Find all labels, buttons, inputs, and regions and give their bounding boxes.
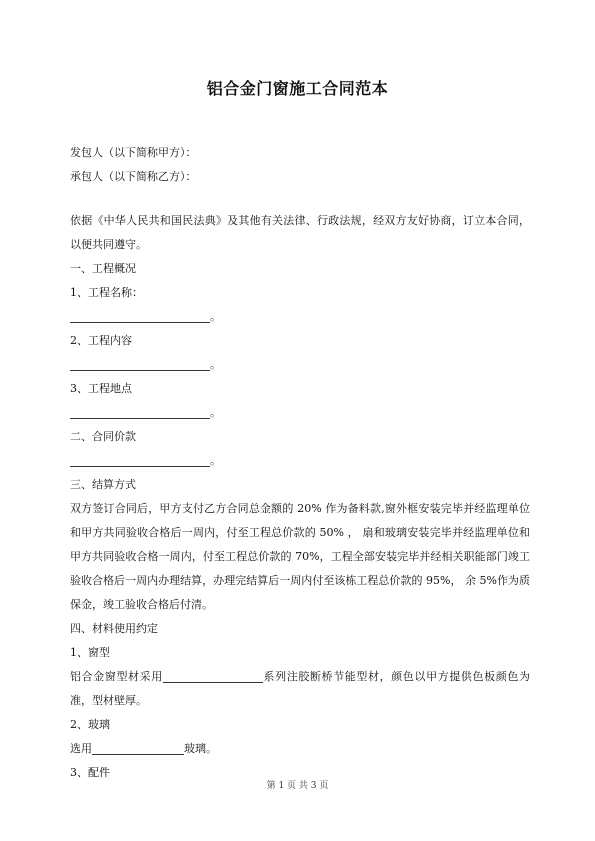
document-body xyxy=(70,141,530,785)
glass-line xyxy=(70,737,530,761)
period-mark: 。 xyxy=(210,310,221,323)
project-location-blank-line xyxy=(70,401,530,425)
period-mark: 。 xyxy=(210,358,221,371)
party-a-line: 发包人（以下简称甲方）： xyxy=(70,146,197,159)
document-title: 铝合金门窗施工合同范本 xyxy=(206,79,389,98)
project-content-blank[interactable] xyxy=(70,356,210,371)
window-series-blank[interactable] xyxy=(163,668,263,683)
window-type-paragraph xyxy=(70,665,530,713)
period-mark: 。 xyxy=(210,454,221,467)
window-text-pre: 铝合金窗型材采用 xyxy=(70,670,163,683)
window-type-heading: 1、窗型 xyxy=(70,646,110,659)
section-2-heading: 二、合同价款 xyxy=(70,430,136,443)
contract-price-blank[interactable] xyxy=(70,452,210,467)
glass-heading: 2、玻璃 xyxy=(70,718,110,731)
contract-price-blank-line xyxy=(70,449,530,473)
fittings-heading: 3、配件 xyxy=(70,766,110,779)
section-1-heading: 一、工程概况 xyxy=(70,262,136,275)
project-name-label: 1、工程名称： xyxy=(70,286,143,299)
glass-text-post: 玻璃。 xyxy=(184,742,217,755)
glass-type-blank[interactable] xyxy=(92,740,184,755)
intro-paragraph: 依据《中华人民共和国民法典》及其他有关法律、行政法规，经双方友好协商，订立本合同，以便共同遵守。 xyxy=(70,214,530,251)
party-b-line: 承包人（以下简称乙方）： xyxy=(70,170,197,183)
settlement-paragraph: 双方签订合同后，甲方支付乙方合同总金额的 20% 作为备料款,窗外框安装完毕并经监理单位和甲方共同验收合格后一周内，付至工程总价款的 50% ， 扇和玻璃安装完毕并经监理单位和甲方共同验收合格一周内，付至工程总价款的 70%，工程全部安装完毕并经相关职能部门竣工验收合格后一周内办理结算，办理完结算后一周内付至该栋工程总价款的 95%， 余 5%作为质保金，竣工验收合格后付清。 xyxy=(70,502,530,611)
period-mark: 。 xyxy=(210,406,221,419)
section-3-heading: 三、结算方式 xyxy=(70,478,136,491)
project-name-blank[interactable] xyxy=(70,308,210,323)
project-name-blank-line xyxy=(70,305,530,329)
project-content-blank-line xyxy=(70,353,530,377)
window-text-post: 系列注胶断桥节能型材，颜色以甲方提供色板颜色为准，型材壁厚。 xyxy=(70,670,531,707)
project-content-label: 2、工程内容 xyxy=(70,334,132,347)
page-number: 第 1 页 共 3 页 xyxy=(266,781,329,791)
section-4-heading: 四、材料使用约定 xyxy=(70,622,158,635)
glass-text-pre: 选用 xyxy=(70,742,92,755)
project-location-blank[interactable] xyxy=(70,404,210,419)
project-location-label: 3、工程地点 xyxy=(70,382,132,395)
